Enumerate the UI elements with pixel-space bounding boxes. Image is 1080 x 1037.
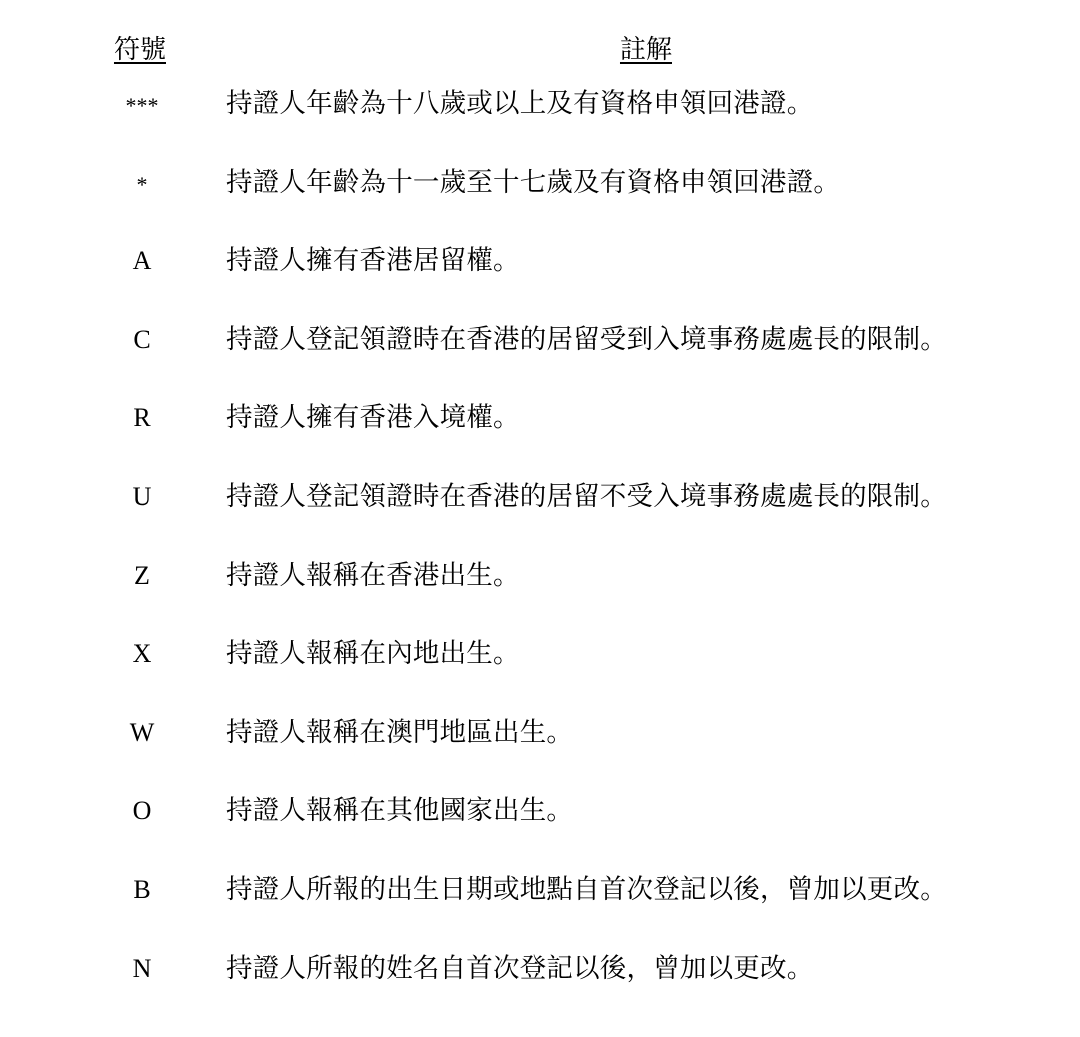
note-column-heading: 註解	[619, 35, 672, 65]
legend-row	[0, 82, 1080, 161]
legend-row	[0, 789, 1080, 868]
legend-description: 持證人報稱在內地出生。	[226, 638, 520, 670]
legend-row	[0, 711, 1080, 790]
legend-list	[0, 82, 1080, 1025]
legend-row	[0, 947, 1080, 1026]
legend-description: 持證人登記領證時在香港的居留受到入境事務處處長的限制。	[226, 323, 947, 355]
legend-description: 持證人所報的出生日期或地點自首次登記以後，曾加以更改。	[226, 873, 947, 905]
legend-row	[0, 868, 1080, 947]
legend-symbol: A	[132, 246, 152, 276]
legend-description: 持證人擁有香港居留權。	[226, 245, 520, 277]
legend-symbol: O	[132, 796, 152, 826]
legend-symbol: B	[133, 874, 151, 904]
legend-symbol: ***	[125, 93, 159, 118]
legend-description: 持證人年齡為十一歲至十七歲及有資格申領回港證。	[226, 166, 841, 198]
legend-row	[0, 161, 1080, 240]
legend-symbol: R	[133, 403, 151, 433]
legend-symbol: *	[136, 171, 148, 197]
legend-description: 持證人所報的姓名自首次登記以後，曾加以更改。	[226, 952, 814, 984]
legend-symbol: Z	[134, 560, 150, 590]
legend-symbol: W	[129, 717, 155, 747]
legend-description: 持證人擁有香港入境權。	[226, 402, 520, 434]
legend-symbol: X	[132, 639, 152, 669]
symbol-column-heading: 符號	[113, 35, 166, 65]
legend-description: 持證人報稱在其他國家出生。	[226, 795, 574, 827]
legend-row	[0, 396, 1080, 475]
legend-row	[0, 318, 1080, 397]
legend-description: 持證人報稱在香港出生。	[226, 559, 520, 591]
legend-row	[0, 554, 1080, 633]
legend-row	[0, 239, 1080, 318]
legend-symbol: C	[133, 324, 151, 354]
legend-row	[0, 475, 1080, 554]
legend-header	[0, 33, 1080, 73]
legend-symbol: N	[132, 953, 152, 983]
legend-description: 持證人年齡為十八歲或以上及有資格申領回港證。	[226, 88, 814, 119]
legend-description: 持證人報稱在澳門地區出生。	[226, 716, 574, 748]
legend-row	[0, 632, 1080, 711]
legend-symbol: U	[132, 481, 152, 511]
legend-description: 持證人登記領證時在香港的居留不受入境事務處處長的限制。	[226, 480, 947, 512]
